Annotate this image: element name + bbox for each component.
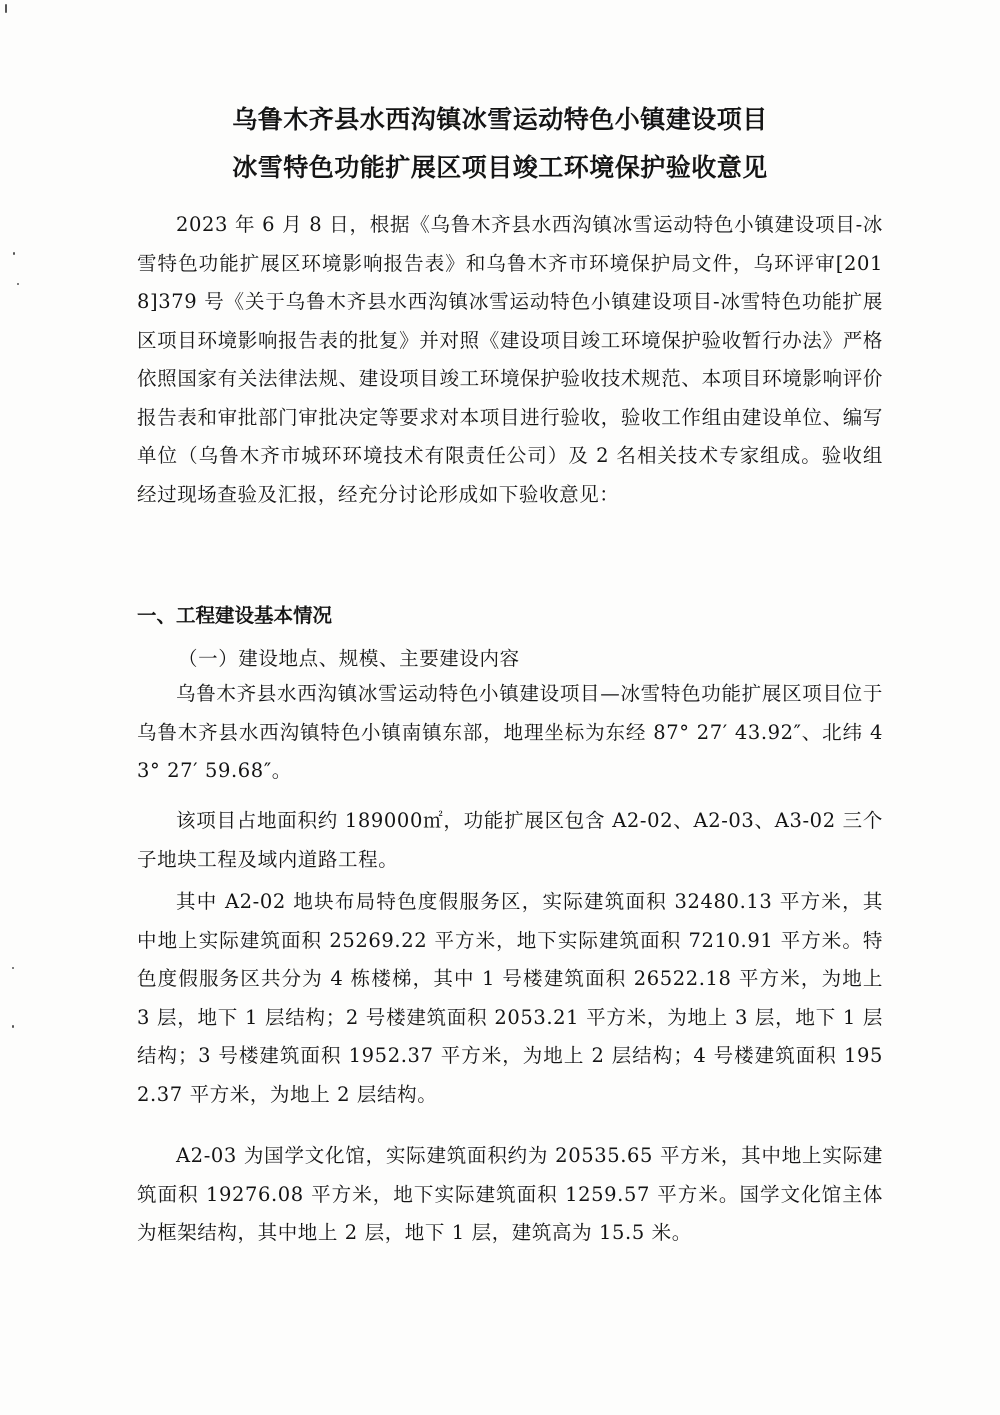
scan-mark [12,1025,14,1028]
intro-paragraph: 2023 年 6 月 8 日，根据《乌鲁木齐县水西沟镇冰雪运动特色小镇建设项目-冰雪特色功能扩展区环境影响报告表》和乌鲁木齐市环境保护局文件，乌环评审[2018]379 号《关于乌鲁木齐县水西沟镇冰雪运动特色小镇建设项目-冰雪特色功能扩展区项目环境影响报告表的批复》并对照《建设项目竣工环境保护验收暂行办法》严格依照国家有关法律法规、建设项目竣工环境保护验收技术规范、本项目环境影响评价报告表和审批部门审批决定等要求对本项目进行验收，验收工作组由建设单位、编写单位（乌鲁木齐市城环环境技术有限责任公司）及 2 名相关技术专家组成。验收组经过现场查验及汇报，经充分讨论形成如下验收意见： [137,213,883,506]
scan-mark [17,283,19,285]
a2-02-paragraph: 其中 A2-02 地块布局特色度假服务区，实际建筑面积 32480.13 平方米，其中地上实际建筑面积 25269.22 平方米，地下实际建筑面积 7210.91 平方米。特色度假服务区共分为 4 栋楼梯，其中 1 号楼建筑面积 26522.18 平方米，为地上 3 层，地下 1 层结构；2 号楼建筑面积 2053.21 平方米，为地上 3 层，地下 1 层结构；3 号楼建筑面积 1952.37 平方米，为地上 2 层结构；4 号楼建筑面积 1952.37 平方米，为地上 2 层结构。 [137,890,883,1106]
a2-03-paragraph: A2-03 为国学文化馆，实际建筑面积约为 20535.65 平方米，其中地上实际建筑面积 19276.08 平方米，地下实际建筑面积 1259.57 平方米。国学文化馆主体为框架结构，其中地上 2 层，地下 1 层，建筑高为 15.5 米。 [137,1144,883,1244]
section-heading: 一、工程建设基本情况 [137,604,333,627]
subsection-heading: （一）建设地点、规模、主要建设内容 [178,647,520,670]
scan-mark [12,967,14,969]
scan-mark [13,252,15,255]
area-paragraph: 该项目占地面积约 189000㎡，功能扩展区包含 A2-02、A2-03、A3-02 三个子地块工程及域内道路工程。 [137,809,883,871]
scan-mark [5,4,7,13]
document-title-line2: 冰雪特色功能扩展区项目竣工环境保护验收意见 [232,153,768,182]
document-title-line1: 乌鲁木齐县水西沟镇冰雪运动特色小镇建设项目 [232,105,768,134]
location-paragraph: 乌鲁木齐县水西沟镇冰雪运动特色小镇建设项目—冰雪特色功能扩展区项目位于乌鲁木齐县水西沟镇特色小镇南镇东部，地理坐标为东经 87° 27′ 43.92″、北纬 43° 27′ 59.68″。 [137,682,883,782]
